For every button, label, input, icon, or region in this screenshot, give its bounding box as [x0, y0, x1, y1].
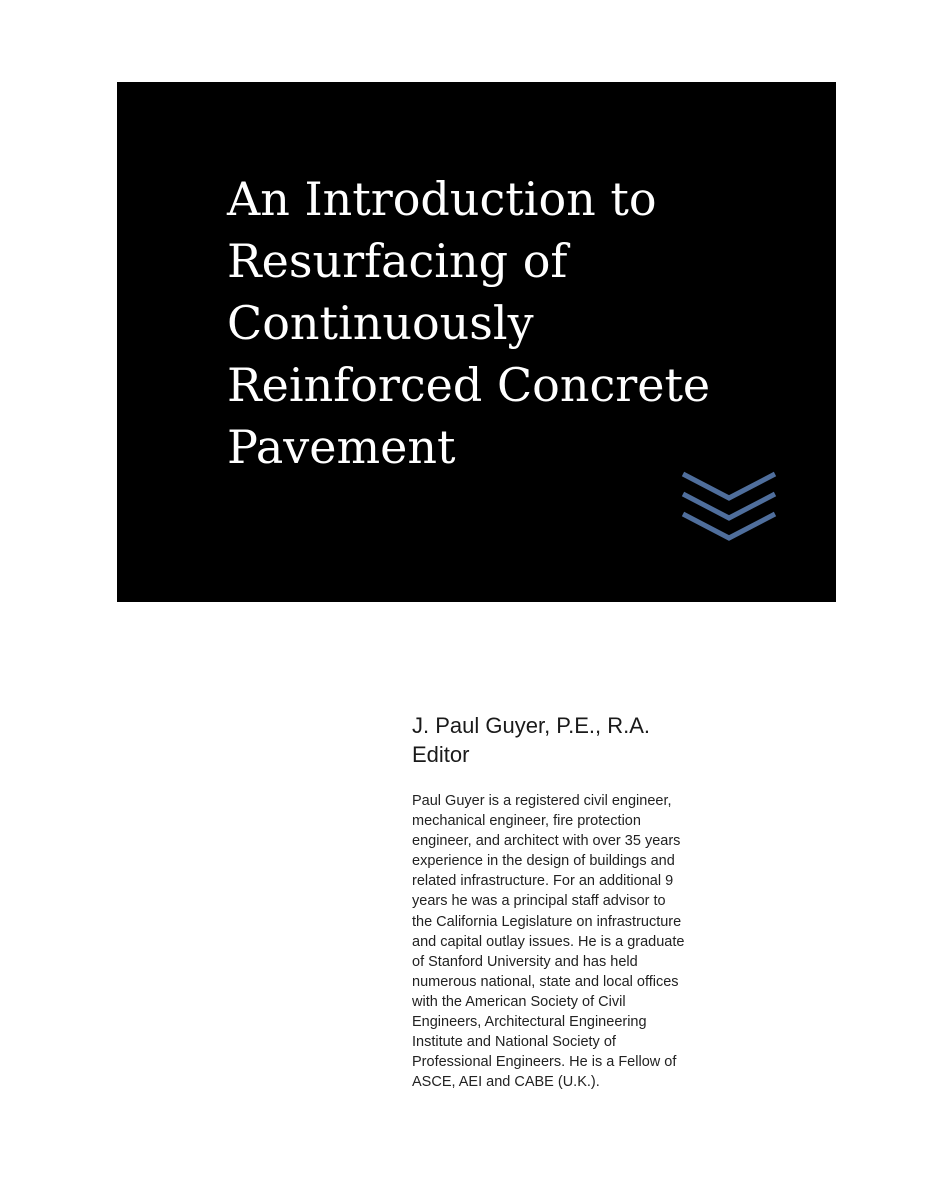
author-bio: [412, 791, 792, 1092]
bio-line: related infrastructure. For an additional 9: [412, 873, 674, 890]
bio-line: engineer, and architect with over 35 years: [412, 833, 681, 850]
bio-line: the California Legislature on infrastructure: [412, 913, 682, 930]
title-line: Pavement: [227, 420, 456, 474]
author-name: J. Paul Guyer, P.E., R.A.: [412, 713, 651, 738]
bio-line: with the American Society of Civil: [412, 993, 626, 1010]
bio-line: of Stanford University and has held: [412, 953, 638, 970]
bio-line: Paul Guyer is a registered civil engineer,: [412, 793, 672, 809]
bio-line: experience in the design of buildings and: [412, 853, 675, 870]
chevron-top: [683, 474, 775, 498]
bio-line: numerous national, state and local offices: [412, 973, 679, 990]
title-line: An Introduction to: [227, 172, 657, 226]
title-line: Continuously: [227, 296, 534, 350]
bio-line: years he was a principal staff advisor to: [412, 893, 666, 910]
bio-line: Institute and National Society of: [412, 1034, 616, 1051]
bio-line: Engineers, Architectural Engineering: [412, 1014, 647, 1031]
book-title: [227, 168, 787, 478]
title-line: Reinforced Concrete: [227, 358, 711, 412]
bio-line: mechanical engineer, fire protection: [412, 813, 641, 830]
author-role: Editor: [412, 742, 470, 767]
bio-line: ASCE, AEI and CABE (U.K.).: [412, 1074, 600, 1091]
triple-chevron-down-icon: [680, 470, 778, 550]
title-block: [117, 82, 836, 602]
title-line: Resurfacing of: [227, 234, 568, 288]
bio-line: and capital outlay issues. He is a graduate: [412, 933, 685, 950]
bio-line: Professional Engineers. He is a Fellow of: [412, 1054, 677, 1071]
